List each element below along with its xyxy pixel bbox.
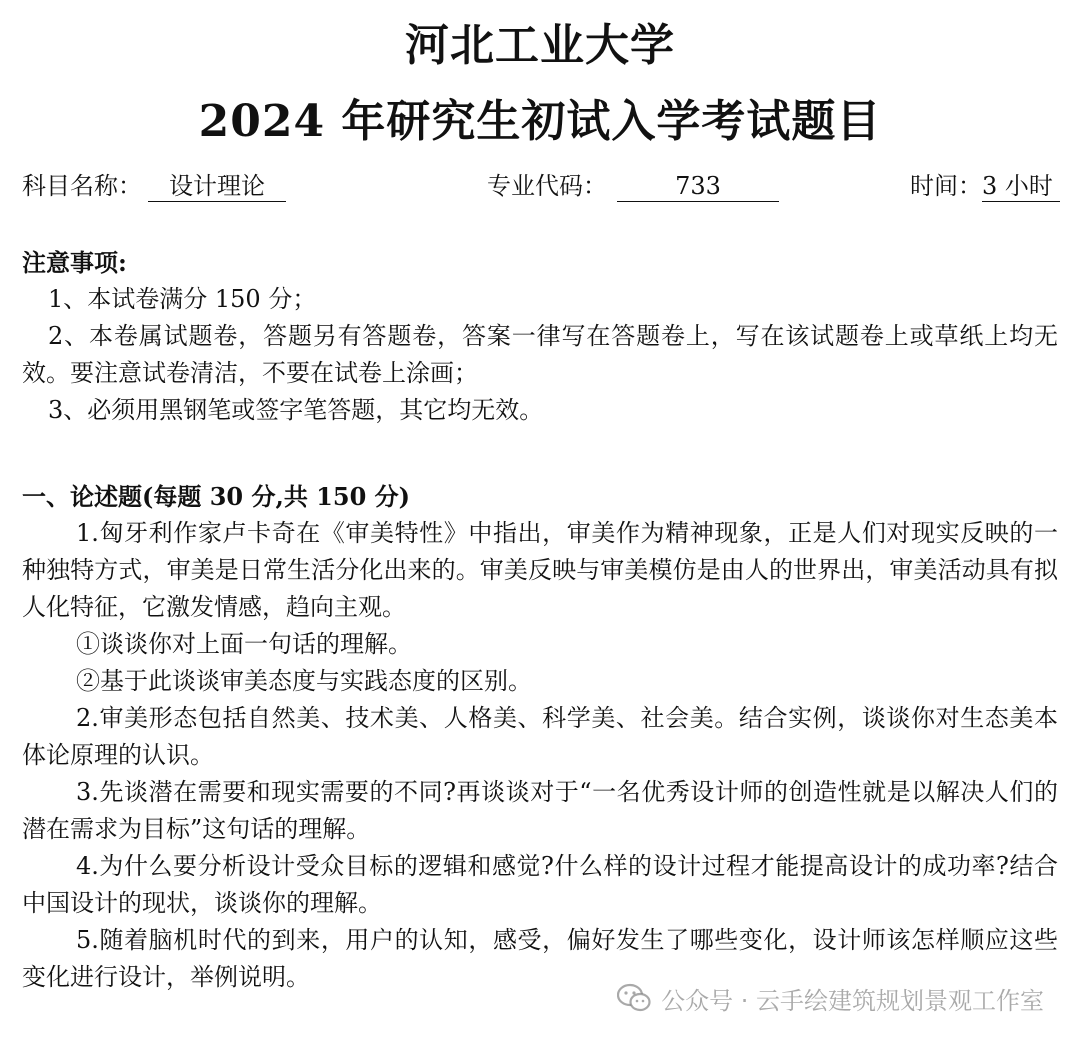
notice-item: 3、必须用黑钢笔或签字笔答题，其它均无效。	[48, 396, 544, 424]
exam-meta	[22, 168, 1060, 204]
essay-subquestion: ①谈谈你对上面一句话的理解。	[76, 630, 412, 658]
time-value: 3 小时	[982, 171, 1060, 202]
notice-heading: 注意事项:	[22, 248, 127, 277]
code-value: 733	[617, 171, 779, 202]
exam-title: 2024 年研究生初试入学考试题目	[198, 96, 882, 147]
subject-label: 科目名称：	[22, 172, 142, 200]
watermark-text: 公众号 · 云手绘建筑规划景观工作室	[661, 986, 1044, 1015]
notice-item: 1、本试卷满分 150 分；	[48, 285, 317, 313]
essay-question: 3.先谈潜在需要和现实需要的不同?再谈谈对于“一名优秀设计师的创造性就是以解决人们的潜在需求为目标”这句话的理解。	[22, 778, 1058, 843]
notice-item: 2、本卷属试题卷，答题另有答题卷，答案一律写在答题卷上，写在该试题卷上或草纸上均无效。要注意试卷清洁，不要在试卷上涂画；	[22, 322, 1058, 387]
code-label: 专业代码：	[487, 172, 607, 200]
subject-field	[22, 168, 286, 204]
subject-value: 设计理论	[148, 171, 286, 202]
essay-question: 2.审美形态包括自然美、技术美、人格美、科学美、社会美。结合实例，谈谈你对生态美本体论原理的认识。	[22, 704, 1058, 769]
notice-section	[22, 244, 1058, 429]
university-title: 河北工业大学	[405, 20, 675, 71]
wechat-icon	[617, 983, 651, 1013]
essay-question: 1.匈牙利作家卢卡奇在《审美特性》中指出，审美作为精神现象，正是人们对现实反映的一种独特方式，审美是日常生活分化出来的。审美反映与审美模仿是由人的世界出，审美活动具有拟人化特征，它激发情感，趋向主观。	[22, 519, 1058, 621]
time-label: 时间：	[910, 172, 982, 200]
code-field	[487, 168, 779, 204]
time-field	[910, 168, 1060, 204]
essay-section	[22, 478, 1058, 996]
essay-heading: 一、论述题(每题 30 分,共 150 分)	[22, 482, 410, 511]
essay-question: 4.为什么要分析设计受众目标的逻辑和感觉?什么样的设计过程才能提高设计的成功率?结合中国设计的现状，谈谈你的理解。	[22, 852, 1058, 917]
essay-subquestion: ②基于此谈谈审美态度与实践态度的区别。	[76, 667, 532, 695]
watermark	[617, 980, 1044, 1016]
essay-question: 5.随着脑机时代的到来，用户的认知，感受，偏好发生了哪些变化，设计师该怎样顺应这些变化进行设计，举例说明。	[22, 926, 1058, 991]
